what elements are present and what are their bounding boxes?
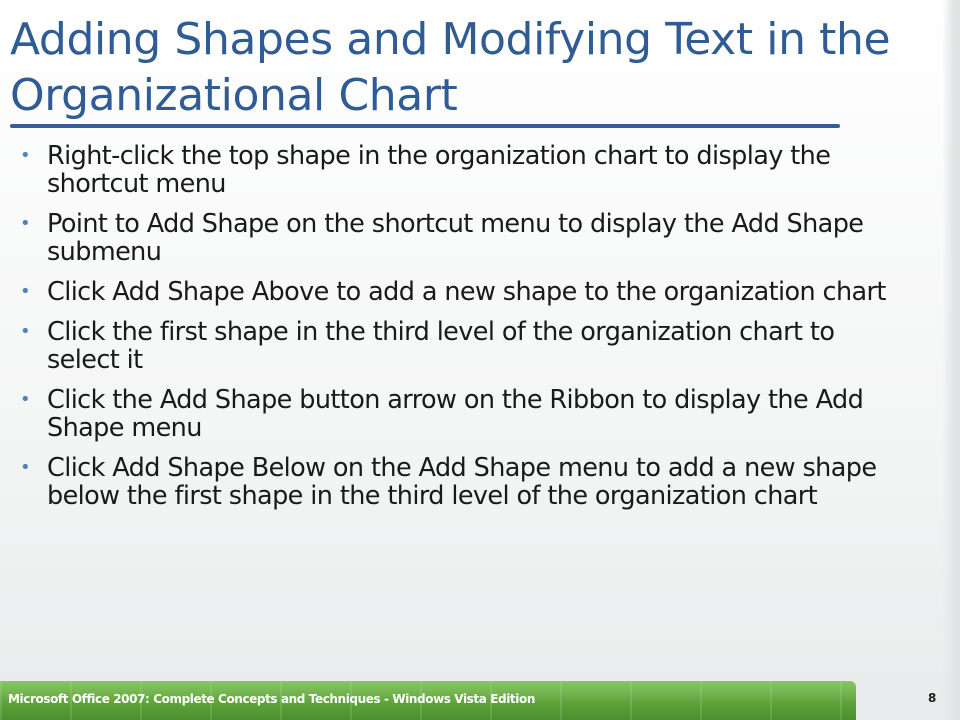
bullet-item bbox=[20, 454, 900, 510]
page-number: 8 bbox=[928, 691, 937, 705]
bullet-dot-icon: • bbox=[20, 145, 31, 166]
bullet-dot-icon: • bbox=[20, 389, 31, 410]
bullet-dot-icon: • bbox=[20, 213, 31, 234]
title-underline bbox=[10, 124, 840, 128]
bullet-text: Click the first shape in the third level of the organization chart to select it bbox=[47, 317, 835, 375]
bullet-item bbox=[20, 386, 900, 442]
bullet-item bbox=[20, 142, 900, 198]
bullet-item bbox=[20, 278, 900, 306]
slide-right-edge-shading bbox=[942, 0, 960, 720]
bullet-dot-icon: • bbox=[20, 321, 31, 342]
bullet-dot-icon: • bbox=[20, 281, 31, 302]
bullet-text: Point to Add Shape on the shortcut menu to display the Add Shape submenu bbox=[47, 209, 864, 267]
bullet-text: Right-click the top shape in the organization chart to display the shortcut menu bbox=[47, 141, 831, 199]
bullet-list bbox=[20, 142, 900, 522]
bullet-text: Click Add Shape Below on the Add Shape menu to add a new shape below the first shape in the third level of the organization chart bbox=[47, 453, 877, 511]
footer-text: Microsoft Office 2007: Complete Concepts and Techniques - Windows Vista Edition bbox=[8, 692, 535, 706]
slide-title: Adding Shapes and Modifying Text in the Organizational Chart bbox=[10, 14, 891, 121]
bullet-dot-icon: • bbox=[20, 457, 31, 478]
bullet-text: Click Add Shape Above to add a new shape to the organization chart bbox=[47, 277, 886, 307]
bullet-item bbox=[20, 318, 900, 374]
footer-band bbox=[0, 681, 856, 720]
bullet-text: Click the Add Shape button arrow on the Ribbon to display the Add Shape menu bbox=[47, 385, 864, 443]
bullet-item bbox=[20, 210, 900, 266]
